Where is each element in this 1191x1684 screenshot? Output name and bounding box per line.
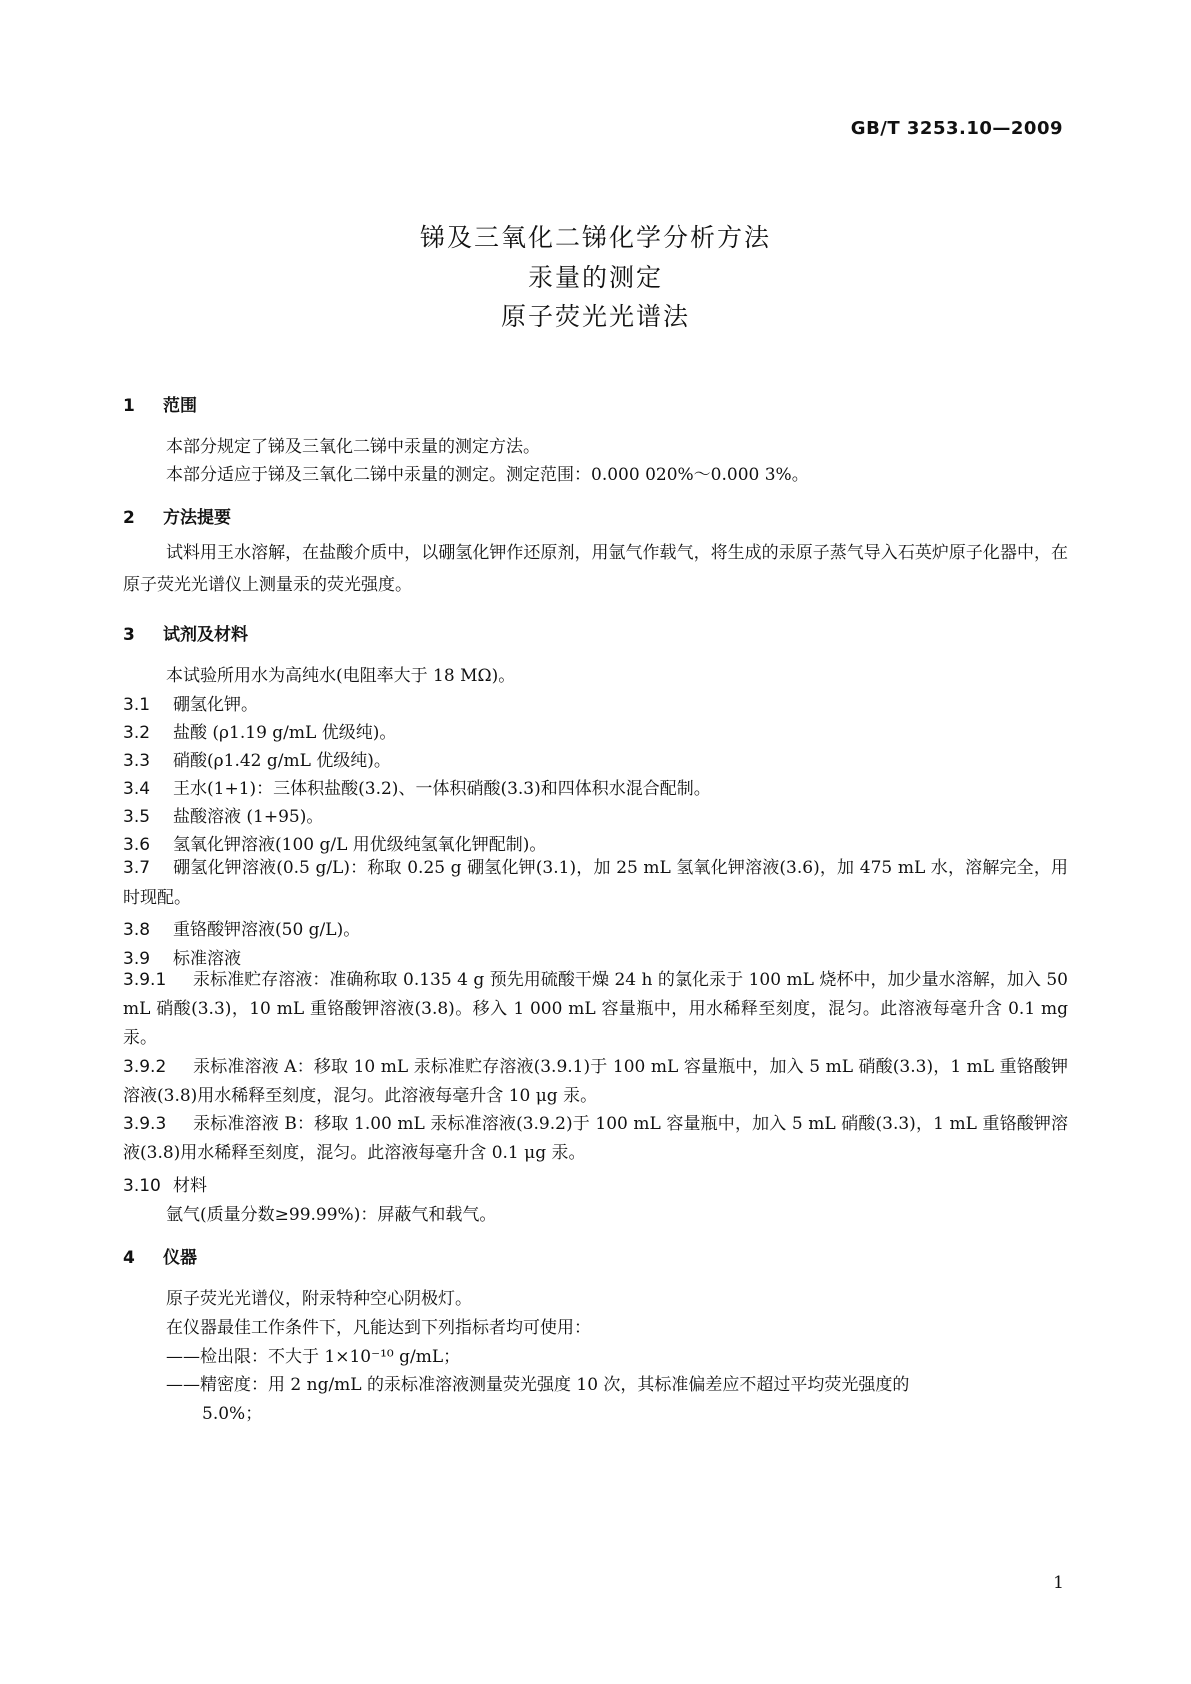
- clause-text: 盐酸 (ρ1.19 g/mL 优级纯)。: [173, 723, 397, 743]
- clause-text: 汞标准溶液 A：移取 10 mL 汞标准贮存溶液(3.9.1)于 100 mL 容量瓶中，加入 5 mL 硝酸(3.3)，1 mL 重铬酸钾溶液(3.8)用水稀释至刻度，混匀。此溶液每毫升含 10 μg 汞。: [123, 1057, 1068, 1106]
- clause-number: 3.4: [123, 779, 151, 799]
- section-4-heading: [123, 1243, 197, 1268]
- section-number: 3: [123, 625, 135, 645]
- clause-3-8: [123, 915, 360, 940]
- dash-item: ——检出限：不大于 1×10⁻¹⁰ g/mL；: [166, 1347, 461, 1367]
- clause-text: 标准溶液: [173, 949, 241, 969]
- clause-3-10: [123, 1171, 207, 1196]
- clause-number: 3.3: [123, 751, 151, 771]
- section-2-heading: [123, 503, 231, 528]
- doc-title-line-2: 汞量的测定: [527, 263, 663, 292]
- clause-3-9-3: [123, 1110, 1068, 1168]
- clause-number: 3.6: [123, 835, 151, 855]
- clause-text: 盐酸溶液 (1+95)。: [173, 807, 324, 827]
- paragraph: 本试验所用水为高纯水(电阻率大于 18 MΩ)。: [166, 666, 516, 686]
- clause-text: 王水(1+1)：三体积盐酸(3.2)、一体积硝酸(3.3)和四体积水混合配制。: [173, 779, 711, 799]
- clause-text: 重铬酸钾溶液(50 g/L)。: [173, 920, 361, 940]
- section-number: 2: [123, 508, 135, 528]
- clause-3-4: [123, 774, 711, 799]
- section-title: 方法提要: [163, 508, 231, 528]
- page-number: 1: [1053, 1573, 1064, 1593]
- clause-3-1: [123, 690, 258, 715]
- doc-title-line-3: 原子荧光光谱法: [500, 302, 690, 331]
- clause-text: 硼氢化钾溶液(0.5 g/L)：称取 0.25 g 硼氢化钾(3.1)，加 25 mL 氢氧化钾溶液(3.6)，加 475 mL 水，溶解完全，用时现配。: [123, 858, 1068, 908]
- clause-number: 3.8: [123, 920, 151, 940]
- clause-number: 3.9.3: [123, 1114, 167, 1134]
- doc-title-line-1: 锑及三氧化二锑化学分析方法: [419, 223, 771, 252]
- paragraph: 氩气(质量分数≥99.99%)：屏蔽气和载气。: [166, 1205, 497, 1225]
- dash-item: ——精密度：用 2 ng/mL 的汞标准溶液测量荧光强度 10 次，其标准偏差应不超过平均荧光强度的: [166, 1375, 910, 1395]
- paragraph: 试料用王水溶解，在盐酸介质中，以硼氢化钾作还原剂，用氩气作载气，将生成的汞原子蒸气导入石英炉原子化器中，在原子荧光光谱仪上测量汞的荧光强度。: [123, 543, 1068, 595]
- section-number: 4: [123, 1248, 135, 1268]
- paragraph: 本部分适应于锑及三氧化二锑中汞量的测定。测定范围：0.000 020%～0.000 3%。: [166, 465, 809, 485]
- paragraph: 在仪器最佳工作条件下，凡能达到下列指标者均可使用：: [166, 1318, 591, 1338]
- clause-text: 材料: [173, 1176, 207, 1196]
- clause-3-9-2: [123, 1053, 1068, 1111]
- section-3-heading: [123, 620, 248, 645]
- clause-number: 3.7: [123, 858, 151, 878]
- paragraph: 本部分规定了锑及三氧化二锑中汞量的测定方法。: [166, 437, 540, 457]
- clause-3-5: [123, 802, 323, 827]
- clause-number: 3.1: [123, 695, 151, 715]
- section-title: 范围: [163, 396, 197, 416]
- section-title: 试剂及材料: [163, 625, 248, 645]
- clause-text: 硼氢化钾。: [173, 695, 258, 715]
- clause-3-9-1: [123, 966, 1068, 1053]
- dash-item-continuation: 5.0%；: [202, 1404, 263, 1424]
- clause-number: 3.9: [123, 949, 151, 969]
- clause-text: 硝酸(ρ1.42 g/mL 优级纯)。: [173, 751, 391, 771]
- clause-number: 3.5: [123, 807, 151, 827]
- clause-3-7: [123, 853, 1068, 913]
- standard-number: GB/T 3253.10—2009: [850, 118, 1063, 139]
- section-1-heading: [123, 391, 197, 416]
- clause-number: 3.9.2: [123, 1057, 167, 1077]
- clause-3-2: [123, 718, 396, 743]
- clause-text: 汞标准贮存溶液：准确称取 0.135 4 g 预先用硫酸干燥 24 h 的氯化汞于 100 mL 烧杯中，加少量水溶解，加入 50 mL 硝酸(3.3)，10 mL 重铬酸钾溶液(3.8)。移入 1 000 mL 容量瓶中，用水稀释至刻度，混匀。此溶液每毫升含 0.1 mg 汞。: [123, 970, 1068, 1048]
- clause-number: 3.10: [123, 1176, 161, 1196]
- paragraph: 原子荧光光谱仪，附汞特种空心阴极灯。: [166, 1289, 472, 1309]
- section-title: 仪器: [163, 1248, 197, 1268]
- clause-3-3: [123, 746, 391, 771]
- clause-text: 氢氧化钾溶液(100 g/L 用优级纯氢氧化钾配制)。: [173, 835, 547, 855]
- clause-text: 汞标准溶液 B：移取 1.00 mL 汞标准溶液(3.9.2)于 100 mL 容量瓶中，加入 5 mL 硝酸(3.3)，1 mL 重铬酸钾溶液(3.8)用水稀释至刻度，混匀。此溶液每毫升含 0.1 μg 汞。: [123, 1114, 1068, 1163]
- clause-number: 3.9.1: [123, 970, 167, 990]
- section-number: 1: [123, 396, 135, 416]
- clause-3-6: [123, 830, 546, 855]
- clause-number: 3.2: [123, 723, 151, 743]
